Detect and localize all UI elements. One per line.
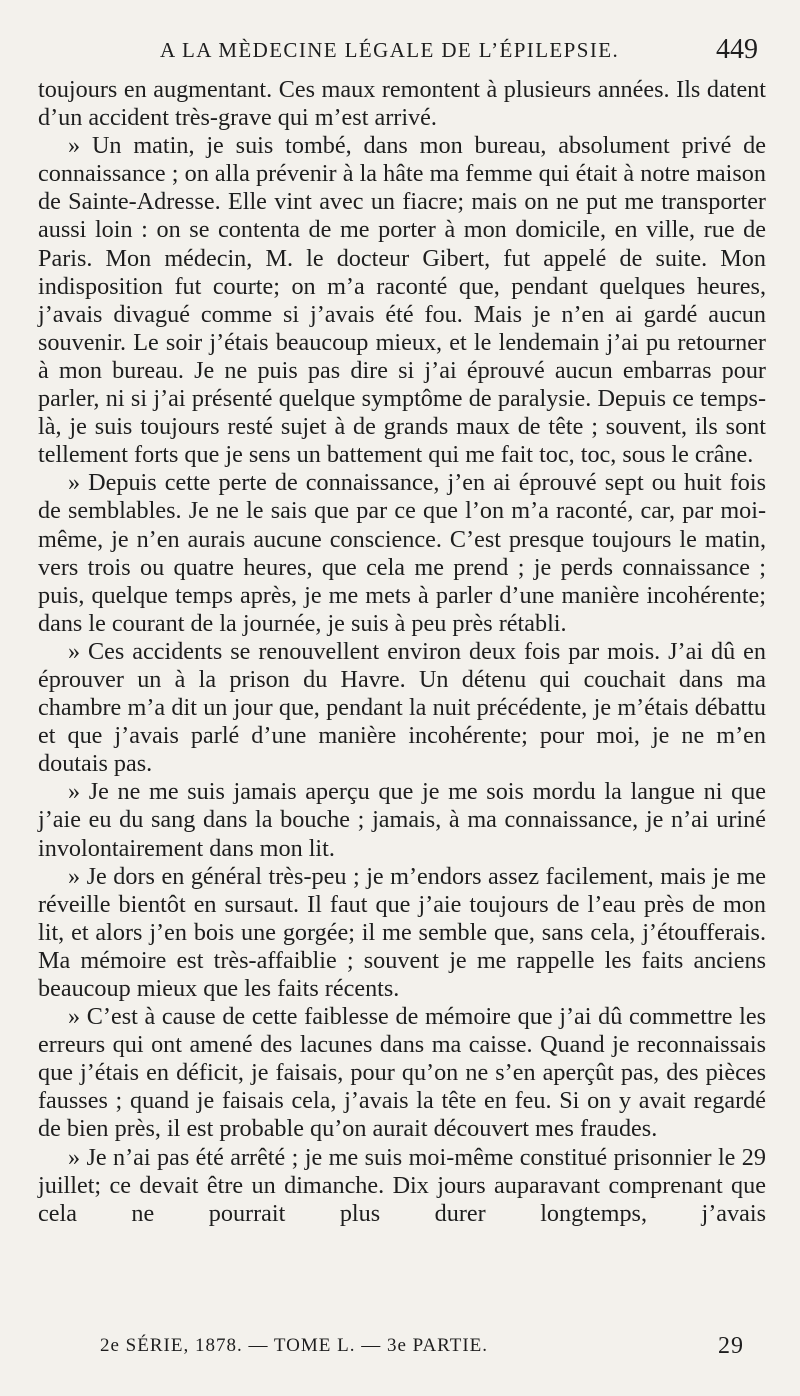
paragraph: toujours en augmentant. Ces maux remontent à plusieurs années. Ils datent d’un accident très-grave qui m’est arrivé.: [38, 76, 766, 132]
paragraph: » Un matin, je suis tombé, dans mon bureau, absolument privé de connaissance ; on alla prévenir à la hâte ma femme qui était à notre maison de Sainte-Adresse. Elle vint avec un fiacre; mais on ne put me transporter aussi loin : on se contenta de me porter à mon domicile, en ville, rue de Paris. Mon médecin, M. le docteur Gibert, fut appelé de suite. Mon indisposition fut courte; on m’a raconté que, pendant quelques heures, j’avais divagué comme si j’avais été fou. Mais je n’en ai gardé aucun souvenir. Le soir j’étais beaucoup mieux, et le lendemain j’ai pu retourner à mon bureau. Je ne puis pas dire si j’ai éprouvé aucun embarras pour parler, ni si j’ai présenté quelque symptôme de paralysie. Depuis ce temps-là, je suis toujours resté sujet à de grands maux de tête ; souvent, ils sont tellement forts que je sens un battement qui me fait toc, toc, sous le crâne.: [38, 132, 766, 469]
body-text: [38, 76, 766, 1228]
paragraph: » C’est à cause de cette faiblesse de mémoire que j’ai dû commettre les erreurs qui ont amené des lacunes dans ma caisse. Quand je reconnaissais que j’étais en déficit, je faisais, pour qu’on ne s’en aperçût pas, des pièces fausses ; quand je faisais cela, j’avais la tête en feu. Si on y avait regardé de bien près, il est probable qu’on aurait découvert mes fraudes.: [38, 1003, 766, 1143]
paragraph: » Ces accidents se renouvellent environ deux fois par mois. J’ai dû en éprouver un à la prison du Havre. Un détenu qui couchait dans ma chambre m’a dit un jour que, pendant la nuit précédente, je m’étais débattu et que j’avais parlé d’une manière incohérente; pour moi, je ne m’en doutais pas.: [38, 637, 766, 778]
paragraph: » Depuis cette perte de connaissance, j’en ai éprouvé sept ou huit fois de semblables. Je ne le sais que par ce que l’on m’a raconté, car, par moi-même, je n’en aurais aucune conscience. C’est presque toujours le matin, vers trois ou quatre heures, que cela me prend ; je perds connaissance ; puis, quelque temps après, je me mets à parler d’une manière incohérente; dans le courant de la journée, je suis à peu près rétabli.: [38, 469, 766, 637]
paragraph: » Je dors en général très-peu ; je m’endors assez facilement, mais je me réveille bientôt en sursaut. Il faut que j’aie toujours de l’eau près de mon lit, et alors j’en bois une gorgée; il me semble que, sans cela, j’étoufferais. Ma mémoire est très-affaiblie ; souvent je me rappelle les faits anciens beaucoup mieux que les faits récents.: [38, 862, 766, 1002]
page-header: [38, 30, 766, 76]
running-title: A LA MÈDECINE LÉGALE DE L’ÉPILEPSIE.: [160, 38, 620, 62]
signature-line: 2e SÉRIE, 1878. — TOME L. — 3e PARTIE.: [100, 1335, 489, 1356]
page-number: 449: [716, 34, 758, 65]
paragraph: » Je ne me suis jamais aperçu que je me sois mordu la langue ni que j’aie eu du sang dans la bouche ; jamais, à ma connaissance, je n’ai uriné involontairement dans mon lit.: [38, 778, 766, 862]
signature-number: 29: [718, 1333, 744, 1359]
paragraph: » Je n’ai pas été arrêté ; je me suis moi-même constitué prisonnier le 29 juillet; ce devait être un dimanche. Dix jours auparavant comprenant que cela ne pourrait plus durer longtemps, j’avais: [38, 1143, 766, 1227]
